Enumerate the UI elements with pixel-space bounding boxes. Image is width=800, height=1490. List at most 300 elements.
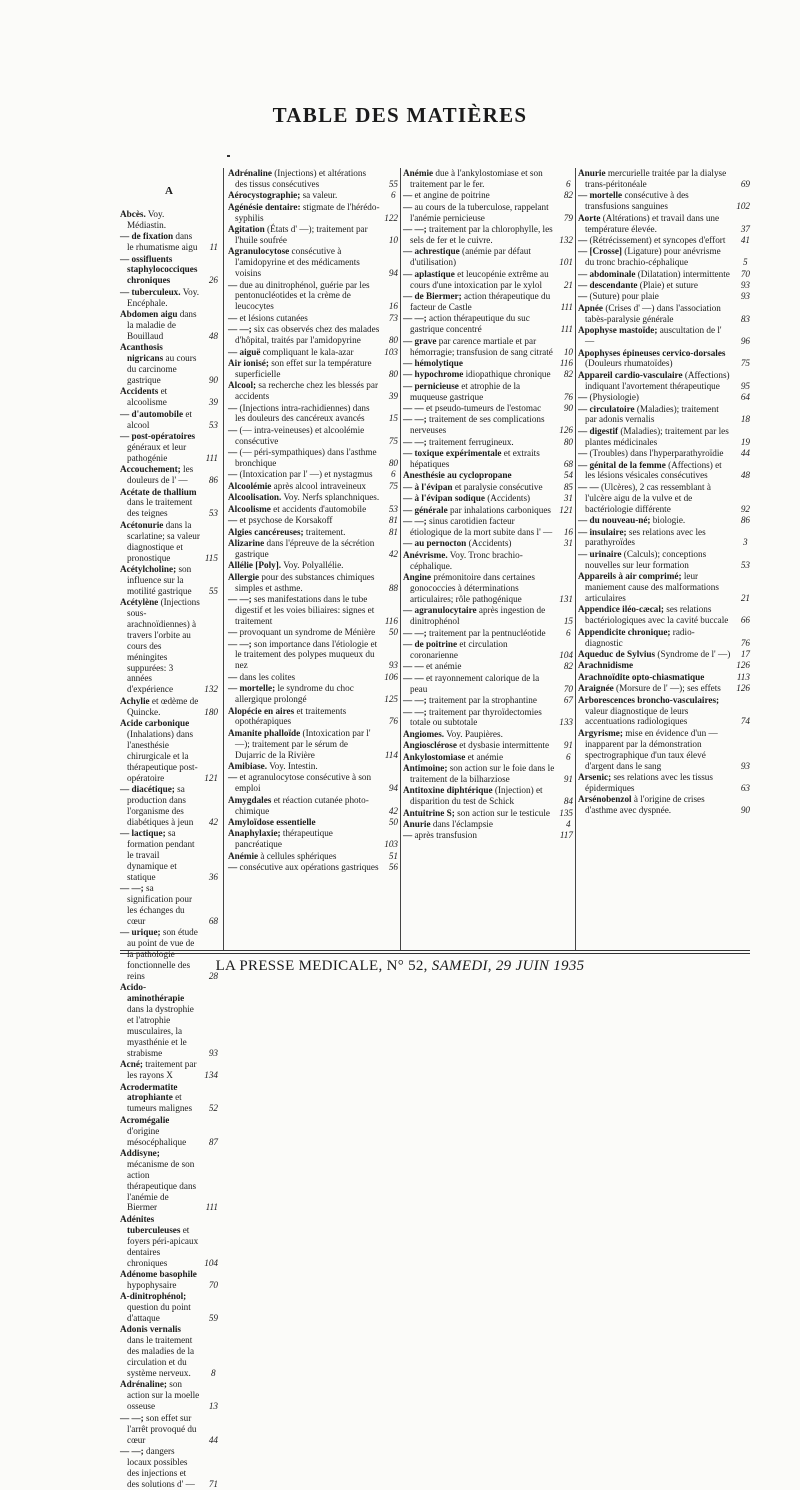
page-number: 132 — [559, 234, 573, 245]
page-number: 87 — [208, 1136, 218, 1147]
entry-description: son importance dans l'étiologie et le traitement des polypes muqueux du nez — [235, 638, 378, 671]
page-number: 53 — [740, 559, 750, 570]
entry-description: dans la scarlatine; sa valeur diagnostique et pronostique — [127, 519, 200, 563]
entry-term: Antuitrine S; — [403, 807, 455, 818]
entry-description: (Douleurs rhumatoïdes) — [585, 358, 673, 369]
entry-term: A-dinitrophénol; — [120, 1291, 187, 1302]
entry-description: (Intoxication par l' —); traitement par le sérum de Dujarric de la Rivière — [235, 727, 371, 760]
page-number: 103 — [384, 346, 398, 357]
page-number: 93 — [740, 760, 750, 771]
column-divider — [223, 168, 224, 950]
index-entry — [403, 448, 573, 470]
entry-term: Alcool; — [228, 380, 257, 391]
entry-description: biologie. — [652, 515, 686, 526]
entry-description: traitement par la pentnucléotide — [429, 627, 546, 638]
entry-term: Arborescences broncho-vasculaires; — [578, 694, 720, 705]
index-entry — [120, 287, 218, 309]
index-entry — [120, 1446, 218, 1490]
entry-description: (anémie par défaut d'utilisation) — [410, 246, 531, 268]
entry-term: Alcoolisme — [228, 503, 271, 514]
page-number: 101 — [559, 257, 573, 268]
index-entry — [228, 795, 398, 817]
entry-term: Agénésie dentaire: — [228, 201, 301, 212]
page-number: 133 — [559, 717, 573, 728]
page-number: 111 — [205, 452, 218, 463]
entry-description: prémonitoire dans certaines gonococcies à déterminations articulaires; rôle pathogénique — [410, 572, 535, 604]
entry-description: due au dinitrophénol, guérie par les pentonucléotides et la crème de leucocytes — [235, 279, 370, 312]
entry-description: Voy. Médiastin. — [127, 208, 167, 230]
index-column-4 — [578, 168, 750, 950]
entry-term: — [Crosse] — [578, 246, 622, 257]
entry-term: — de poitrine — [403, 639, 458, 650]
entry-term: Araignée — [578, 683, 614, 694]
index-entry — [228, 639, 398, 672]
index-entry — [120, 1115, 218, 1148]
index-entry — [578, 370, 750, 392]
entry-description: et extraits hépatiques — [410, 448, 540, 470]
entry-description: par inhalations carboniques — [449, 504, 551, 515]
entry-description: due à l'ankylostomiase et son traitement par le fer. — [410, 168, 543, 189]
page-number: 93 — [740, 291, 750, 302]
page-number: 54 — [563, 470, 573, 481]
page-number: 52 — [208, 1103, 218, 1114]
index-entry — [403, 269, 573, 291]
entry-description: ses relations avec les parathyroïdes — [585, 526, 706, 548]
entry-description: (Affections) et les lésions vésicales consécutives — [585, 459, 722, 481]
entry-term: Amyloïdose essentielle — [228, 817, 316, 828]
index-entry — [403, 572, 573, 605]
entry-term: Alcoolisation. — [228, 492, 282, 503]
entry-term: — urinaire — [578, 548, 622, 559]
index-entry — [120, 386, 218, 408]
index-entry — [403, 381, 573, 403]
ink-mark — [227, 155, 230, 157]
entry-description: question du point d'attaque — [127, 1302, 191, 1324]
entry-description: traitement par la strophantine — [429, 695, 537, 706]
index-entry — [120, 342, 218, 386]
entry-description: sa signification pour les échanges du cœur — [127, 883, 193, 926]
entry-description: auscultation de l' — — [585, 325, 722, 347]
index-entry — [578, 291, 750, 302]
index-entry — [403, 639, 573, 661]
entry-term: — —; — [228, 593, 252, 604]
index-entry — [228, 706, 398, 728]
entry-description: et circulation coronarienne — [410, 639, 508, 660]
index-entry — [228, 594, 398, 627]
entry-term: — post-opératoires — [120, 431, 196, 442]
page-number: 68 — [563, 459, 573, 470]
entry-description: (Maladies); traitement par les plantes médicinales — [585, 425, 729, 447]
entry-description: (Plaie) et suture — [639, 280, 698, 291]
index-entry — [578, 426, 750, 448]
entry-description: son effet sur la température superficielle — [235, 357, 372, 379]
entry-term: Apnée — [578, 302, 604, 313]
page-number: 103 — [384, 839, 398, 850]
page-number: 18 — [740, 414, 750, 425]
index-entry — [228, 761, 398, 772]
entry-term: — — [228, 447, 238, 458]
page-number: 39 — [388, 391, 398, 402]
entry-description: après transfusion — [414, 830, 477, 841]
entry-description: thérapeutique pancréatique — [235, 828, 333, 850]
entry-term: — — [228, 312, 238, 323]
entry-description: consécutive aux opérations gastriques — [239, 862, 379, 873]
entry-description: traitement de ses complications nerveuses — [410, 414, 545, 436]
entry-term: Abcès. — [120, 208, 146, 219]
index-entry — [578, 213, 750, 235]
entry-term: — mortelle; — [228, 683, 276, 694]
index-entry — [403, 785, 573, 807]
entry-term: — —; — [403, 706, 427, 717]
entry-description: et atrophie de la muqueuse gastrique — [410, 380, 521, 402]
entry-term: Aérocystographie; — [228, 190, 301, 201]
page-number: 81 — [388, 526, 398, 537]
page-number: 114 — [384, 749, 398, 760]
index-entry — [228, 358, 398, 380]
entry-description: son effet sur l'arrêt provoqué du cœur — [127, 1412, 197, 1445]
entry-description: consécutive à des transfusions sanguines — [585, 190, 689, 212]
entry-term: — toxique expérimentale — [403, 448, 502, 459]
page-number: 126 — [736, 683, 750, 694]
page-number: 16 — [563, 527, 573, 537]
page-number: 31 — [563, 538, 573, 549]
entry-description: traitement par la chlorophylle, les sels de fer et le cuivre. — [410, 224, 553, 245]
index-entry — [120, 1269, 218, 1291]
index-entry — [228, 672, 398, 683]
index-entry — [228, 324, 398, 346]
entry-description: ses relations bactériologiques avec la cavité buccale — [585, 604, 729, 626]
entry-description: stigmate de l'hérédo-syphilis — [235, 201, 380, 223]
section-letter: A — [165, 185, 173, 197]
page-number: 95 — [740, 380, 750, 391]
entry-term: — urique; — [120, 927, 161, 938]
page-number: 26 — [208, 275, 218, 286]
index-column-3 — [403, 168, 573, 950]
index-entry — [228, 538, 398, 560]
index-entry — [228, 504, 398, 515]
page-number: 70 — [208, 1279, 218, 1290]
index-entry — [578, 728, 750, 772]
entry-description: et anémie — [467, 751, 504, 762]
index-entry — [578, 168, 750, 190]
entry-description: sa formation pendant le travail dynamique et statique — [127, 828, 195, 882]
index-entry — [403, 190, 573, 201]
page-number: 76 — [740, 637, 750, 648]
entry-description: et tumeurs malignes — [127, 1092, 193, 1114]
entry-term: Adrénaline — [228, 168, 272, 178]
index-entry — [228, 683, 398, 705]
index-entry — [120, 828, 218, 883]
index-entry — [403, 695, 573, 706]
page-number: 79 — [563, 212, 573, 223]
entry-description: traitement ferrugineux. — [429, 436, 514, 447]
entry-term: — —; — [403, 436, 427, 447]
entry-term: Appendicite chronique; — [578, 626, 671, 637]
index-entry — [578, 190, 750, 212]
entry-term: — — [578, 291, 588, 302]
entry-description: (— intra-veineuses) et alcoolémie consécutive — [235, 424, 365, 446]
entry-description: mécanisme de son action thérapeutique dans l'anémie de Biermer — [127, 1158, 197, 1213]
footer-rule — [120, 953, 750, 954]
index-entry — [578, 604, 750, 626]
index-entry — [120, 883, 218, 927]
page-number: 64 — [740, 392, 750, 403]
entry-description: dans l'éclampsie — [432, 819, 493, 830]
page-number: 91 — [563, 773, 573, 784]
index-entry — [578, 392, 750, 403]
entry-term: — —; — [403, 627, 427, 638]
index-entry — [228, 515, 398, 526]
index-entry — [120, 784, 218, 828]
entry-term: Allergie — [228, 571, 260, 582]
index-entry — [578, 649, 750, 660]
footer-line — [0, 958, 800, 975]
page-number: 48 — [740, 470, 750, 481]
index-entry — [120, 487, 218, 520]
index-entry — [578, 772, 750, 794]
index-entry — [403, 550, 573, 572]
entry-description: et œdème de Quincke. — [127, 695, 199, 717]
entry-description: (Dilatation) intermittente — [637, 268, 730, 279]
page-number: 42 — [208, 816, 218, 827]
entry-term: Adénites tuberculeuses — [120, 1213, 181, 1235]
entry-description: (Crises d' —) dans l'association tabès-paralysie générale — [585, 302, 721, 324]
entry-term: — — [228, 772, 238, 783]
journal-name: LA PRESSE MEDICALE, — [215, 958, 383, 974]
page-number: 41 — [740, 234, 750, 245]
page-number: 10 — [388, 234, 398, 245]
index-entry — [228, 347, 398, 358]
entry-term: Angiomes. — [403, 728, 445, 739]
index-entry — [578, 460, 750, 482]
entry-term: Ankylostomiase — [403, 751, 466, 762]
entry-term: Acétylcholine; — [120, 563, 177, 574]
index-entry — [228, 380, 398, 402]
page-number: 96 — [740, 336, 750, 347]
entry-description: ses manifestations dans le tube digestif et les voies biliaires: signes et traitement — [235, 593, 375, 626]
entry-term: Agitation — [228, 224, 265, 235]
entry-term: — — [228, 862, 238, 873]
entry-term: Anémie — [228, 850, 259, 861]
page-number: 11 — [209, 242, 218, 253]
page-number: 70 — [563, 683, 573, 694]
entry-description: (Inhalations) dans l'anesthésie chirurgicale et la thérapeutique post-opératoire — [127, 729, 198, 783]
page-number: 132 — [204, 684, 218, 695]
entry-term: — de Biermer; — [403, 290, 462, 301]
page-number: 17 — [740, 648, 750, 659]
entry-description: et pseudo-tumeurs de l'estomac — [425, 403, 542, 414]
index-entry — [228, 224, 398, 246]
page-number: 90 — [208, 375, 218, 385]
entry-term: Anurie — [578, 168, 606, 178]
entry-term: — à l'évipan — [403, 481, 453, 492]
entry-term: — génital de la femme — [578, 459, 666, 470]
entry-description: six cas observés chez des malades d'hôpital, traités par l'amidopyrine — [235, 324, 380, 346]
entry-term: — générale — [403, 504, 448, 515]
page-number: 80 — [563, 436, 573, 447]
page-number: 86 — [208, 475, 218, 486]
index-entry — [120, 309, 218, 342]
entry-term: Algies cancéreuses; — [228, 526, 304, 537]
entry-description: son action sur le foie dans le traitement de la bilharziose — [410, 763, 555, 784]
page-number: 56 — [388, 862, 398, 873]
entry-term: — —; — [403, 695, 427, 706]
entry-term: Antimoine; — [403, 763, 448, 774]
entry-description: mise en évidence d'un — inapparent par la démonstration spectrographique d'un taux élevé d'argent dans le sang — [585, 727, 718, 771]
entry-description: idiopathique chronique — [465, 369, 551, 380]
entry-term: — à l'évipan sodique — [403, 493, 485, 504]
page-number: 68 — [208, 915, 218, 926]
entry-term: — hypochrome — [403, 369, 464, 380]
index-entry — [403, 358, 573, 369]
entry-description: et lésions cutanées — [239, 312, 308, 323]
entry-description: après ingestion de dinitrophénol — [410, 605, 546, 627]
page-number: 16 — [388, 301, 398, 312]
index-entry — [578, 482, 750, 515]
page-number: 42 — [388, 805, 398, 816]
entry-description: son étude au point de vue de la pathologie fonctionnelle des reins — [127, 927, 198, 981]
entry-term: Acétylène — [120, 597, 159, 608]
index-entry — [120, 564, 218, 597]
entry-description: d'origine mésocéphalique — [127, 1125, 187, 1147]
entry-term: — —; — [228, 324, 252, 335]
page-number: 93 — [388, 660, 398, 671]
entry-description: et agranulocytose consécutive à son emploi — [235, 772, 372, 794]
entry-term: — —; — [120, 883, 144, 894]
index-entry — [228, 851, 398, 862]
entry-term: — —; — [403, 516, 427, 527]
entry-description: hypophysaire — [127, 1279, 177, 1290]
entry-description: (Morsure de l' —); ses effets — [616, 683, 721, 694]
index-entry — [228, 627, 398, 638]
page-number: 44 — [208, 1434, 218, 1445]
entry-description: et paralysie consécutive — [454, 481, 543, 492]
page-number: 76 — [563, 391, 573, 402]
entry-term: Alcoolémie — [228, 480, 272, 491]
index-entry — [120, 1082, 218, 1115]
page-number: 90 — [740, 805, 750, 816]
entry-term: — — — [578, 481, 599, 492]
entry-term: Aorte — [578, 212, 601, 223]
index-entry — [228, 527, 398, 538]
entry-description: radio-diagnostic — [585, 626, 695, 648]
entry-term: Anesthésie au cyclopropane — [403, 470, 512, 481]
entry-description: à cellules sphériques — [260, 850, 337, 861]
page-number: 82 — [563, 661, 573, 672]
page-number: 31 — [563, 493, 573, 504]
entry-description: et rayonnement calorique de la peau — [410, 672, 540, 694]
entry-description: pour des substances chimiques simples et asthme. — [235, 571, 375, 593]
entry-description: le syndrome du choc allergique prolongé — [235, 683, 354, 705]
index-entry — [120, 464, 218, 486]
page-number: 75 — [388, 480, 398, 491]
column-divider — [400, 168, 401, 950]
entry-term: — —; — [403, 313, 427, 324]
index-entry — [578, 235, 750, 246]
entry-term: — de fixation — [120, 231, 174, 242]
entry-description: son action sur la moelle osseuse — [127, 1379, 200, 1412]
page-number: 85 — [563, 481, 573, 492]
entry-description: (Maladies); traitement par adonis vernalis — [585, 403, 719, 425]
index-entry — [228, 481, 398, 492]
index-entry: — —; traitement par la pentnucléotide 6 — [403, 627, 571, 638]
index-entry — [120, 1291, 218, 1324]
page-number: 104 — [559, 649, 573, 660]
entry-description: et dysbasie intermittente — [459, 740, 550, 751]
page-number: 93 — [208, 1047, 218, 1058]
entry-term: — grave — [403, 335, 437, 346]
entry-description: Voy. Encéphale. — [127, 286, 200, 308]
index-entry: — [Crosse] (Ligature) pour anévrisme du tronc brachio-céphalique 5 — [578, 246, 748, 268]
index-entry — [403, 808, 573, 819]
entry-description: les douleurs de l' — — [127, 464, 194, 486]
index-entry — [403, 403, 573, 414]
index-entry — [228, 862, 398, 873]
index-entry — [403, 291, 573, 313]
page-number: 126 — [559, 425, 573, 436]
entry-description: et alcoolisme — [127, 386, 168, 408]
page-number: 90 — [563, 403, 573, 414]
page-number: 21 — [563, 279, 573, 290]
entry-term: — du nouveau-né; — [578, 515, 651, 526]
entry-term: Angiosclérose — [403, 740, 457, 751]
entry-description: (Injections intra-rachidiennes) dans les douleurs des cancéreux avancés — [235, 402, 370, 424]
footer-rule — [120, 950, 750, 951]
entry-term: — — [228, 671, 238, 682]
index-entry — [578, 348, 750, 370]
entry-description: (Physiologie) — [589, 392, 639, 403]
page-number: 59 — [208, 1313, 218, 1324]
entry-description: action thérapeutique du facteur de Castle — [410, 290, 551, 312]
entry-description: dans le traitement des maladies de la circulation et du système nerveux. — [127, 1335, 195, 1379]
page-number: 21 — [740, 592, 750, 603]
entry-description: son influence sur la motilité gastrique — [127, 563, 192, 596]
entry-description: (Ligature) pour anévrisme du tronc brachio-céphalique — [585, 246, 721, 268]
entry-description: et psychose de Korsakoff — [239, 515, 333, 526]
index-entry — [403, 493, 573, 504]
entry-description: Voy. Nerfs splanchniques. — [283, 492, 380, 503]
page-number: 117 — [559, 830, 573, 841]
entry-term: — — [403, 190, 413, 201]
entry-term: Allélie [Poly]. — [228, 560, 282, 571]
index-entry — [578, 571, 750, 604]
page-number: 82 — [563, 369, 573, 380]
page-number: 180 — [204, 706, 218, 717]
index-entry — [120, 982, 218, 1058]
page-number: 86 — [740, 515, 750, 526]
index-entry — [578, 672, 750, 683]
entry-term: Adénome basophile — [120, 1268, 197, 1279]
entry-description: sa recherche chez les blessés par accidents — [235, 380, 379, 402]
index-entry — [403, 414, 573, 436]
entry-description: dans la dystrophie et l'atrophie musculaires, la myasthénie et le strabisme — [127, 1004, 194, 1058]
index-entry — [120, 597, 218, 695]
index-entry — [578, 303, 750, 325]
entry-term: Acido-aminothérapie — [120, 982, 185, 1004]
entry-description: et anémie — [425, 661, 462, 672]
page-number: 122 — [384, 212, 398, 223]
entry-term: Antitoxine diphtérique — [403, 785, 493, 796]
page-number: 10 — [563, 346, 573, 357]
entry-term: Arsenic; — [578, 771, 612, 782]
page-number: 116 — [384, 615, 398, 626]
entry-term: — — [578, 392, 588, 403]
page-number: 80 — [388, 368, 398, 379]
index-entry — [578, 325, 750, 347]
page-number: 94 — [388, 268, 398, 279]
entry-term: Alopécie en aires — [228, 705, 295, 716]
entry-term: — aplastique — [403, 268, 455, 279]
